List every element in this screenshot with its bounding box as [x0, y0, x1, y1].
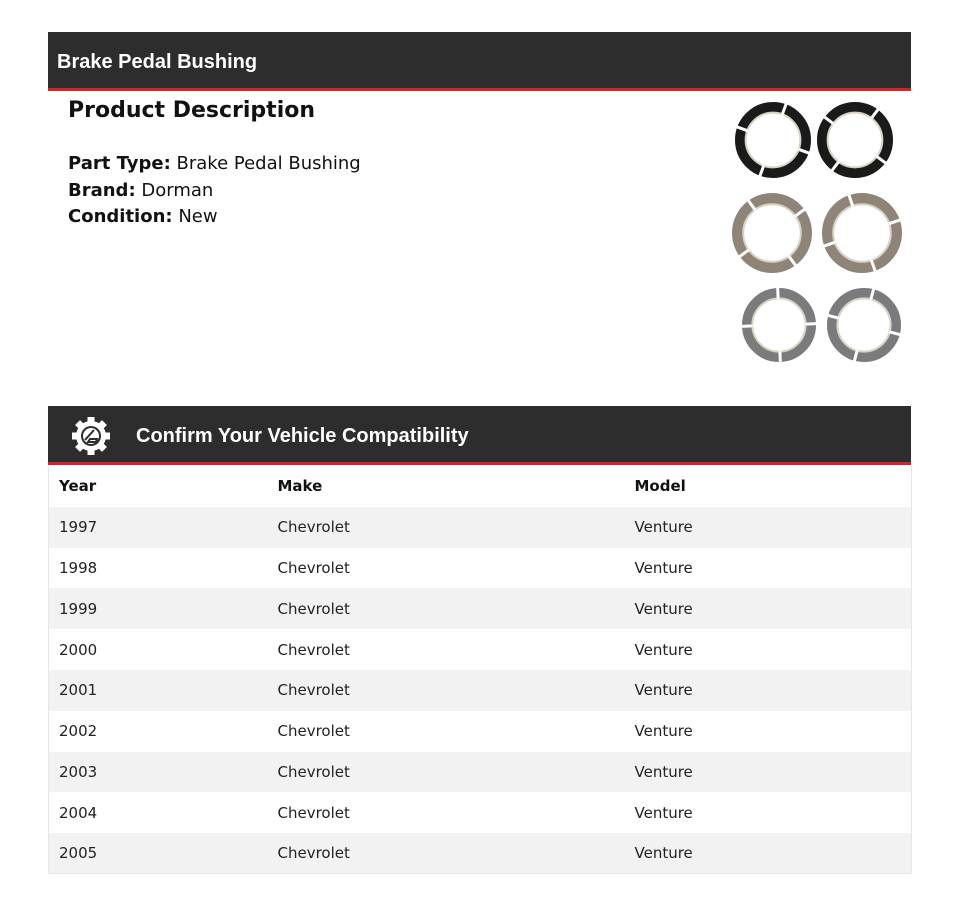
column-year: Year — [59, 477, 97, 496]
cell-model: Venture — [634, 640, 693, 659]
table-row — [49, 670, 912, 711]
bushing-ring — [738, 199, 807, 268]
cell-model: Venture — [634, 681, 693, 700]
spec-value: Dorman — [141, 179, 214, 201]
product-specs — [68, 151, 361, 231]
spec-label: Part Type: — [68, 153, 171, 174]
cell-model: Venture — [634, 558, 693, 577]
cell-make: Chevrolet — [277, 762, 350, 781]
table-header-row — [49, 466, 912, 507]
compatibility-title: Confirm Your Vehicle Compatibility — [136, 425, 469, 447]
table-row — [49, 833, 912, 874]
cell-year: 1998 — [59, 558, 98, 577]
compatibility-table — [48, 466, 912, 874]
cell-make: Chevrolet — [277, 844, 350, 863]
spec-part-type — [68, 151, 361, 178]
bushing-ring — [827, 288, 901, 362]
spec-brand — [68, 178, 361, 205]
table-row — [49, 629, 912, 670]
cell-make: Chevrolet — [277, 640, 350, 659]
table-row — [49, 792, 912, 833]
cell-model: Venture — [634, 599, 693, 618]
cell-model: Venture — [634, 803, 693, 822]
spec-label: Brand: — [68, 179, 136, 201]
cell-make: Chevrolet — [277, 722, 350, 741]
cell-make: Chevrolet — [277, 803, 350, 822]
spec-value: New — [178, 206, 218, 227]
spec-condition — [68, 204, 361, 231]
cell-year: 2005 — [59, 844, 98, 863]
bushing-ring — [822, 107, 887, 172]
cell-model: Venture — [634, 844, 693, 863]
cell-make: Chevrolet — [277, 558, 350, 577]
gear-car-icon — [70, 415, 112, 457]
cell-make: Chevrolet — [277, 518, 350, 537]
product-title-bar — [48, 32, 911, 91]
table-row — [49, 588, 912, 629]
bushing-ring — [823, 194, 902, 273]
cell-year: 2003 — [59, 762, 98, 781]
cell-year: 1997 — [59, 518, 98, 537]
product-description-heading: Product Description — [68, 98, 316, 123]
spec-label: Condition: — [68, 206, 173, 227]
cell-year: 2000 — [59, 640, 98, 659]
column-model: Model — [634, 477, 686, 496]
cell-year: 2002 — [59, 722, 98, 741]
cell-year: 2004 — [59, 803, 98, 822]
cell-make: Chevrolet — [277, 681, 350, 700]
table-row — [49, 711, 912, 752]
bushing-ring — [736, 103, 810, 177]
product-image — [728, 96, 908, 371]
cell-make: Chevrolet — [277, 599, 350, 618]
cell-year: 2001 — [59, 681, 98, 700]
cell-model: Venture — [634, 518, 693, 537]
table-row — [49, 752, 912, 793]
spec-value: Brake Pedal Bushing — [176, 153, 361, 174]
product-title: Brake Pedal Bushing — [57, 51, 258, 73]
compatibility-bar — [48, 406, 911, 465]
cell-model: Venture — [634, 762, 693, 781]
column-make: Make — [277, 477, 323, 496]
table-row — [49, 548, 912, 589]
cell-year: 1999 — [59, 599, 98, 618]
bushing-ring — [741, 287, 817, 363]
table-row — [49, 507, 912, 548]
cell-model: Venture — [634, 722, 693, 741]
